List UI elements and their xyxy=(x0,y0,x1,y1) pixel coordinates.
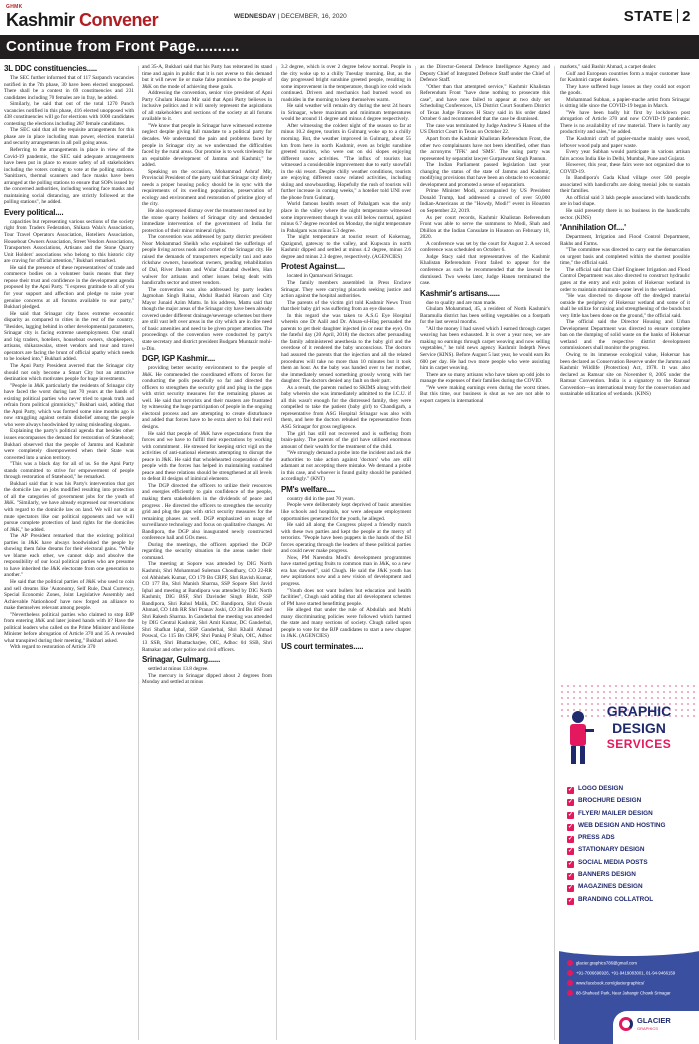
check-icon: ✓ xyxy=(567,823,574,830)
graphic-design-advert[interactable] xyxy=(559,683,699,1044)
article-paragraph: "The committee was directed to carry out the demarcation on urgent basis and completed within the shortest possible time," the official said. xyxy=(560,247,690,267)
facebook-text: www.facebook.com/glaciergraphics/ xyxy=(576,980,645,986)
page-number: 2 xyxy=(682,8,691,25)
article-paragraph: A conference was set by the court for August 2. A second conference was scheduled on October 6. xyxy=(420,240,550,254)
mail-icon xyxy=(567,960,573,966)
advert-title-graphic: GRAPHIC xyxy=(606,703,672,719)
article-paragraph: There are so many artisans who have taken up odd jobs to manage the expenses of their families during the COVID. xyxy=(420,371,550,385)
article-paragraph: He said that people of J&K have expectations from the forces and we have to fulfill their expectations by working with commitment . He stressed for keeping strict vigil on the activities of anti-national elements attempting to disrupt the peace in J&K. He said that wholehearted cooperation of the people with the forces has helped in maintaining sustained peace and these relations should be strengthened at all levels to defeat ill designs of inimical elements. xyxy=(142,430,272,483)
article-paragraph: In Bandipora's Gada Khad village over 500 people associated with handicrafts are doing menial jobs to sustain their families. xyxy=(560,175,690,195)
article-paragraph: The Apni Party President averred that the Srinagar city should not only become a Smart City but an attractive destination which motivates people for huge investments. xyxy=(4,362,134,383)
article-paragraph: Bukhari said that it was his Party's intervention that got the domicile law on jobs modified resulting into protection of all the categories of government jobs for the youth of J&K. "Similarly, we have already expressed our reservations with regard to the domicile law on land. We will not sit as mute spectators like our political opponents and we will pursue complete protection of land rights for the domiciles of J&K," he added. xyxy=(4,480,134,533)
article-paragraph: He alleged that under the rule of Abdullah and Mufti many discriminating policies were followed which harmed the state and many sections of society. Chugh called upon people to vote for the BJP candidates to start a new chapter in J&K. (AGENCIES) xyxy=(281,607,411,640)
article-paragraph: located in Qamarwari Srinagar. xyxy=(287,273,354,280)
article-paragraph: The official said the Director Housing and Urban Development Department was directed to ensure complete ban on the dumping of solid waste on the banks of Hokersar wetland and the respective district development commissioners shall monitor the progress. xyxy=(560,319,690,352)
article-column-3 xyxy=(281,64,411,1042)
article-column-4 xyxy=(420,64,550,1042)
article-paragraph: The DGP directed the officers to utilize their resources and energies efficiently to gain confidence of the people, making them stakeholders in the dividends of peace and progress . He directed the officers to strengthen the security grid and plug the gaps with strict security measures for the remaining phases as well. DGP emphasized on usage of surveillance technology and focus on qualitative changes. At Bandipora, the DGP also inaugurated newly constructed conference hall and GOs mess. xyxy=(142,482,272,542)
column-divider xyxy=(415,66,416,1040)
article-paragraph: The SEC said that all the requisite arrangements for this phase are in place including man power, election material and security arrangements in all poll going areas. xyxy=(4,127,134,147)
email-contact[interactable] xyxy=(567,960,637,966)
advert-service-item xyxy=(567,894,665,906)
check-icon: ✓ xyxy=(567,787,574,793)
dateline xyxy=(234,13,347,20)
phone-text: +91-7006696926, +91-9419083001, 01-94-9466159 xyxy=(576,970,676,976)
check-icon: ✓ xyxy=(567,836,574,843)
article-paragraph: People were deliberately kept deprived of basic amenities like schools and hospitals, nor were adequate employment opportunities generated for the youth, he alleged. xyxy=(281,502,411,522)
article-paragraph: He also expressed dismay over the treatment meted out by the stone quarry holders of Srinagar city and demanded immediate intervention of the government of India for protection of their minor mineral rights. xyxy=(142,208,272,234)
phone-icon xyxy=(567,970,573,976)
article-paragraph: The night temperature at tourist resort of Kokernag, Qazigund, gateway to the valley, and Kupwara in north Kashmir dipped and settled at minus 4.2 degree, minus 2.6 degree and minus 2.3 degree, respectively. (AGENCIES) xyxy=(281,234,411,260)
glacier-graphics-logo[interactable] xyxy=(613,1011,699,1044)
advert-service-label: BRANDING COLLATROL xyxy=(578,895,654,903)
article-paragraph: As a result, the parents rushed to SKIMS along with their baby wherein she was immediately admitted to the I.C.U. if all this wasn't enough for the distressed family, they were compelled to take the patient (baby girl) to Chandigarh, a representative from ASG Hospital Srinagar was also with them, and here the doctors rebuked the representative from ASG Srinagar for gross negligence. xyxy=(281,384,411,430)
logo-subtitle: GRAPHICS xyxy=(637,1026,658,1031)
advert-service-label: PRESS ADS xyxy=(578,834,615,842)
phone-contact[interactable] xyxy=(567,970,675,976)
article-paragraph: capacities but representing various sections of the society right from Traders Federation, Shikara Wala's Association, Tour Travel Operators Association, Hoteliers Association, Houseboat Owners Association, Street Vendors Associations, Transporters Associations, Artisans and the Stone Quarry Unit Holders' associations who belong to this historic city are craving for official attention," Bukhari remarked. xyxy=(4,218,134,265)
article-paragraph: He said weather will remain dry during the next 24 hours in Srinagar, where maximum and minimum temperatures would be around 11 degree and minus 4 degree respectively. xyxy=(281,103,411,123)
article-paragraph: "We were making earnings even during the worst times. But this time, our business is shut as we are not able to export carpets in international xyxy=(420,384,550,404)
article-paragraph: Gulf and European countries form a major customer base for Kashmiri carpet dealers. xyxy=(560,70,690,84)
article-paragraph: He said presently there is no business in the handicrafts sector. (KINS) xyxy=(560,208,690,221)
facebook-contact[interactable] xyxy=(567,980,644,986)
article-paragraph: With regard to restoration of Article 370 xyxy=(10,644,96,651)
article-paragraph: In this regard she was taken to A.S.G Eye Hospital wherein one Dr Aalil and Dr. Ahsan-ul-Haq persuaded the parents to get their daughter injected (in or near the eye). On the fateful day (20 April, 2018) the doctors after persuading the family administered anesthesia to the baby girl and the overdose of it rendered the baby unconscious. The doctors had assured the parents that the injection and all the related procedures will take no more than 10 minutes but it took them an hour. As the baby was handed over to her mother, she immediately sensed something grossly wrong with her daughter. The doctors denied any fault on their part. xyxy=(281,312,411,385)
article-paragraph: However, this year, these fairs were not organized due to COVID-19. xyxy=(560,162,690,175)
column-divider xyxy=(276,66,277,1040)
advert-service-label: LOGO DESIGN xyxy=(578,785,624,792)
article-paragraph: Speaking on the occasion, Mohammad Ashraf Mir, Provincial President of the party said that Srinagar city direly needs a proper housing policy should be in sync with the requirements of its swelling population, preservation of ecology and environment and restoration of pristine glory of the city. xyxy=(142,168,272,208)
article-paragraph: The case was terminated by Judge Andrew S Hanen of the US District Court in Texas on October 22. xyxy=(420,122,550,136)
advert-service-label: WEB DESIGN AND HOSTING xyxy=(578,821,666,829)
brand-name xyxy=(6,10,158,30)
advert-service-item xyxy=(567,844,665,856)
article-paragraph: The girl has still not recovered and is suffering from brain-palsy. The parents of the girl have utilized enormous amount of their wealth for the treatment of the child. xyxy=(281,430,411,450)
check-icon: ✓ xyxy=(567,885,574,892)
check-icon: ✓ xyxy=(567,897,574,904)
advert-service-label: STATIONARY DESIGN xyxy=(578,846,645,854)
article-column-1 xyxy=(4,64,134,1042)
advert-service-item xyxy=(567,783,665,795)
newspaper-logo[interactable] xyxy=(6,4,158,30)
story-heading: US court terminates..... xyxy=(281,641,364,651)
article-paragraph: An official said 3 lakh people associated with handicrafts are in bad shape. xyxy=(560,194,690,208)
article-paragraph: They have suffered huge losses as they could not export the goods. xyxy=(560,83,690,97)
story-heading: 3L DDC constituencies..... xyxy=(4,64,97,73)
article-paragraph: He said that Srinagar city faces extreme economic disparity as compared to cities in the rest of the country. "Besides, lagging behind in other developmental parameters, Srinagar city is facing extreme unemployment. Our small and big traders, hoteliers, houseboat owners, shopkeepers, artisans, shikarawalas, street vendors and tour and travel operators are facing the brunt of official apathy which needs to be looked into," Bukhari added. xyxy=(4,310,134,363)
article-paragraph: country did in the past 70 years. xyxy=(287,495,355,502)
section-banner xyxy=(0,35,699,59)
article-paragraph: "Other than that attempted service," Kashmir Khalistan Referendum Front "have done nothing to prosecute this case", and have now failed to appear at two duly set Scheduling Conferences, US District Court Southern District of Texas Judge Frances H Stacy said in his order dated October 6 and recommended that the case be dismissed. xyxy=(420,83,550,123)
article-paragraph: "Nevertheless political parties who claimed to stop BJP from entering J&K and later joined hands with it? Have the political leaders who called on the Prime Minister and Home Minister before abrogation of Article 370 and 35 A revealed what transpired during their meeting," Bukhari asked. xyxy=(4,611,134,644)
address-contact xyxy=(567,990,671,996)
advert-service-label: SOCIAL MEDIA POSTS xyxy=(578,858,648,866)
advert-service-item xyxy=(567,857,665,869)
article-paragraph: Similarly, he said that out of the total 1270 Panch vacancies notified in this phase, 416 elected unopposed with 438 constituencies will go for elections with 1000 candidates contesting the elections including 287 female candidates. xyxy=(4,101,134,127)
article-paragraph: The official said that Chief Engineer Irrigation and Flood Control Department was also directed to construct hydraulic gates at the entry and exit points of Hokersar wetland in order to maintain minimum-water level in the wetland. xyxy=(560,266,690,293)
article-paragraph: The meeting at Sopore was attended by DIG North Kashmir, Shri Mohammad Suleman Choudhary, CO 22-RR col Abhishek Kumar, CO 179 Bn CRPF, Shri Ravish Kumar, CO 177 Bn, Shri Manish Sharma, SSP Sopore Shri Javid Iqbal and meeting at Bandipora was attended by DIG North Kashmir, DIG BSF, Shri Davinder Singh Bisht, SSP Bandipora, Shri Rahul Malik, DC Bandipora, Shri Owais Ahmad, CO 14th RR Shri Pranav Joshi, CO 3rd Bn BSF and Shri Rakesh Sharma. In Ganderbal the meeting was attended by DIG Central Kashmir, Shri Amit Kumar, DC Ganderbal, Shri Shafkat Iqbal, SSP Ganderbal, Shri Khalil Ahmad Poswal, Co 115 Bn CRPF, Shri Pankaj P Shah, OIC, Adhoc 13 SSB, Shri Bhattacharjee, OIC, Adhoc 04 SSB, Shri Ratnakar and other police and civil officers. xyxy=(142,561,272,653)
story-heading: DGP, IGP Kashmir.... xyxy=(142,354,216,364)
location-icon xyxy=(567,990,573,996)
check-icon: ✓ xyxy=(567,860,574,867)
advert-service-item xyxy=(567,832,665,844)
article-paragraph: Explaining the party's political agenda that besides other issues encompasses the demand for restoration of Statehood; Bukhari observed that the people of Jammu and Kashmir were completely disempowered when their State was converted into a union territory. xyxy=(4,428,134,461)
article-paragraph: The parents of the victim girl told Kashmir News Trust that their baby girl was suffering from an eye disease. xyxy=(281,299,411,313)
article-paragraph: During the meetings, the officers apprised the DGP regarding the security situation in the areas under their command. xyxy=(142,541,272,561)
article-paragraph: providing better security environment to the people of J&K. He commended the coordinated efforts of forces for conducting the polls peacefully so far and directed the officers to strengthen the security grid and plug in the gaps with strict security measures for the remaining phases as well. He said that terrorists and their masters are frustrated by witnessing the huge participation of people in the ongoing electoral process and are attempting to create disturbance and added that forces have to be extra alert to foil their evil designs. xyxy=(142,365,272,430)
check-icon: ✓ xyxy=(567,873,574,880)
section-name: STATE xyxy=(623,8,674,25)
email-text: glacier.graphics786@gmail.com xyxy=(576,960,637,966)
advert-title-design: DESIGN xyxy=(612,720,666,736)
article-paragraph: The Kashmiri craft of papier-mache mainly uses wood, leftover wood pulp and paper waste. xyxy=(560,136,690,149)
article-paragraph: The mercury in Srinagar dipped about 2 degrees from Monday and settled at minus xyxy=(142,672,272,686)
advert-service-item xyxy=(567,869,665,881)
article-paragraph: The SEC further informed that of 117 Sarpanch vacancies notified in the 7th phase, 30 have been elected unopposed. There shall be a contest in 69 constituencies and 231 candidates including 70 females are in fray, he added. xyxy=(4,75,134,101)
article-paragraph: "Youth does not want bullets but education and health facilities", Chugh said adding that all development schemes of PM have started benefitting people. xyxy=(281,587,411,607)
story-heading: 'Annihilation Of....' xyxy=(560,223,626,233)
date-weekday: WEDNESDAY xyxy=(234,13,276,20)
article-paragraph: The convention was addressed by party district president Noor Mohammad Sheikh who explained the sufferings of people living across nook and corner of the Srinagar city. He raised the demands of transporters especially taxi and auto rickshaw owners, houseboat owners, pending rehabilitation of Dal, River Jhelum and Wular Chatabal dwellers, Han walwer for artisans and other issues being dealt with handicrafts sector and street vendors. xyxy=(142,234,272,287)
advert-title-services: SERVICES xyxy=(606,737,672,751)
banner-title: Continue from Front Page.......... xyxy=(6,38,240,55)
article-paragraph: He said that the political parties of J&K who used to coin and sell dreams like 'Autonomy, Self Rule, Dual Currency, Special Economic Zones, Joint Legislative Assembly and Achievable Nationhood' have now forged an alliance to make themselves relevant among people. xyxy=(4,579,134,612)
article-paragraph: markets," said Bashir Ahmad, a carpet dealer. xyxy=(560,64,657,70)
column-divider xyxy=(138,66,139,1040)
check-icon: ✓ xyxy=(567,811,574,818)
advert-services-list xyxy=(567,783,665,906)
article-paragraph: "We know that people in Srinagar have witnessed extreme neglect despite giving full mandate to a political party for decades. We understand the pain and problems faced by people in Srinagar city as we understand the difficulties faced by the rural areas. Our promise is to work tirelessly for an equitable development of Jammu and Kashmir," he added. xyxy=(142,122,272,169)
story-heading: Protest Against.... xyxy=(281,262,345,272)
article-paragraph: The Indian Parliament passed legislation last year changing the status of the state of Jammu and Kashmir, modifying provisions that have been an obstacle to economic development and promoted a sense of separatism. xyxy=(420,162,550,188)
article-paragraph: "We have been badly hit first by lockdown post abrogation of Article 370 and now COVID-19 pandemic. There is no availability of raw material. There is hardly any productivity and sales," he added. xyxy=(560,109,690,136)
article-paragraph: as the Director-General Defence Intelligence Agency and Deputy Chief of Integrated Defence Staff under the Chief of Defence Staff. xyxy=(420,64,550,84)
article-paragraph: The convention was also addressed by party leaders Jagmohan Singh Raina, Abdul Rashid Haroon and City Mayor Junaid Azim Mattu. In his address, Mattu said that though the major areas of the Srinagar city have been already covered under different drainage/sewerage schemes but there are still vast left over areas in the city which are in dire need of basic amenities and need to be given proper attention. The proceedings of the convention were conducted by party's state secretary and district president Budgam Muntazir mohi-u-Din. xyxy=(142,286,272,352)
article-paragraph: Department, Irrigation and Flood Control Department, Rakhs and Farms. xyxy=(560,234,690,247)
article-paragraph: Now, PM Narendra Modi's development programmes have started getting fruits to common man in J&K, so a new era has dawned", said Chugh. He said the J&K youth has new aspirations now and a new vision of development and progress. xyxy=(281,554,411,588)
article-paragraph: He said the presence of these representatives' of trade and commerce bodies on a volunteer basis means that they repose their trust and confidence in the development agenda proposed by the Apni Party. "I express gratitude to all of you for your support and affection and pledge to raise your genuine concerns at all forums available to our party," Bukhari pledged. xyxy=(4,264,134,311)
article-paragraph: "This was a black day for all of us. So the Apni Party stands committed to strive for empowerment of people through restoration of Statehood," he remarked. xyxy=(4,461,134,481)
article-paragraph: and 35-A, Bukhari said that his Party has reiterated its stand time and again in public that it is not averse to this demand but it will never lie or make false promises to the people of J&K on the mode of achieving these goals. xyxy=(142,64,272,90)
story-heading: Every political.... xyxy=(4,207,64,217)
section-label xyxy=(624,8,691,25)
glacier-logo-icon xyxy=(619,1017,633,1031)
article-paragraph: "People in J&K particularly the residents of Srinagar city have faced the worst during last 70 years at the hands of existing political parties who never tried to speak truth and refrain from political gimmickry," Bukhari said, adding that the Apni Party, which was formed some nine months ago is now struggling against certain disbelief among the people who were always hoodwinked by using misleading slogans. xyxy=(4,382,134,428)
article-paragraph: Addressing the convention, senior vice president of Apni Party Ghulam Hassan Mir said that Apni Party believes in inclusive politics and it will surely represent the aspirations of all stakeholders and sections of the society at all forums available to it. xyxy=(142,90,272,123)
article-paragraph: due to quality and are man made. xyxy=(426,299,497,306)
article-paragraph: The family members assembled in Press Enclave Srinagar. They were carrying placards seeking justice and action against the hospital authorities. xyxy=(281,279,411,300)
facebook-icon xyxy=(567,980,573,986)
advert-service-item xyxy=(567,808,665,820)
article-paragraph: "We strongly demand a probe into the incident and ask the authorities to take action against 'doctors' who are still adamant at not accepting there mistake. We demand a probe in this case, and whoever is found guilty should be punished accordingly." (KNT) xyxy=(281,450,411,483)
article-paragraph: Every year Subhan would participate in various artisan fairs across India like in Delhi, Mumbai, Pune and Gujarat. xyxy=(560,149,690,162)
article-paragraph: Prime Minister Modi, accompanied by US President Donald Trump, had addressed a crowd of over 50,000 Indian-Americans at the "Howdy, Modi!" event in Houston on September 22, 2019. xyxy=(420,188,550,215)
article-paragraph: 3.2 degree, which is over 2 degree below normal. People in the city woke up to a chilly Tuesday morning. But, as the day progressed bright sunshine greeted people, resulting in some improvement in the temperature, though ice cold winds continued. Drivers and mechanics had burned wood on roadsides in the morning to keep themselves warm. xyxy=(281,64,411,103)
article-paragraph: He said all along the Congress played a friendly match with these two parties and kept the people at the mercy of terrorists. "People have been puppets in the hands of the ISI forces operating through the leaders of these political parties and could never make progress. xyxy=(281,522,411,555)
advert-service-label: BROCHURE DESIGN xyxy=(578,797,642,805)
article-paragraph: As per court records, Kashmir Khalistan Referendum Front was able to serve the summons to Modi, Shah and Dhillon at the Indian Consulate in Houston on February 18, 2020. xyxy=(420,214,550,241)
column-divider xyxy=(554,66,555,1040)
masthead xyxy=(0,0,699,34)
brand-name-kashmir: Kashmir xyxy=(6,10,75,30)
story-heading: Srinagar, Gulmarg...... xyxy=(142,655,221,665)
story-heading: PM's welfare.... xyxy=(281,484,335,494)
advert-service-item xyxy=(567,795,665,807)
article-paragraph: Ghulam Mohammad, 45, a resident of North Kashmir's Baramulla district has been selling vegetables on a footpath for the last several months. xyxy=(420,306,550,326)
article-paragraph: "He was directed to dispose off the dredged material outside the periphery of Hokersar wetland and some of it shall be utilize for raising and strengthening of the bunds but very little has been done on the ground," the official said. xyxy=(560,293,690,319)
article-paragraph: Judge Stacy said that representatives of the Kashmir Khalistan Referendum Front failed to appear for the conference as such he recommended that the lawsuit be dismissed. Two weeks later, Judge Hanen terminated the case. xyxy=(420,253,550,287)
check-icon: ✓ xyxy=(567,848,574,855)
check-icon: ✓ xyxy=(567,799,574,806)
advert-service-item xyxy=(567,881,665,893)
article-paragraph: Referring to the arrangements in place in view of the Covid-19 pandemic, the SEC said adequate arrangements have been put in place to ensure safety of all stakeholders including the voters coming to vote at the polling stations. 'Sanitizers, thermal scanners and face masks have been arranged at the polling stations to ensure that SOPs issued by the concerned authorities, including wearing face masks and maintaining social distancing, are strictly followed at the polling stations", he added. xyxy=(4,147,134,206)
advert-service-label: FLYER/ MAILER DESIGN xyxy=(578,809,653,817)
article-column-2 xyxy=(142,64,272,1042)
advert-service-item xyxy=(567,820,665,832)
advert-service-label: BANNERS DESIGN xyxy=(578,871,636,879)
article-paragraph: Mohammad Subhan, a papier-mache artist from Srinagar is sitting idle since the COVID-19 began in March. xyxy=(560,96,690,110)
logo-name: GLACIER xyxy=(637,1016,671,1025)
date-text: | DECEMBER, 16, 2020 xyxy=(275,13,347,20)
address-text: 88-Shaheed Park, Near Jahangir Chowk Srinagar xyxy=(576,990,671,996)
section-divider xyxy=(677,9,678,23)
brand-name-convener: Convener xyxy=(79,10,159,30)
article-paragraph: "All the money I had saved which I earned through carpet weaving has been exhausted. It is over a year now, we are making no earnings through carpet weaving and now selling vegetables," he told news agency Kashmir Indepth News Service (KINS). Before August 5 last year, he would earn Rs 600 per day. He had two more people who were assisting him in carpet weaving. xyxy=(420,325,550,372)
article-column-5 xyxy=(560,64,690,678)
article-paragraph: After witnessing the coldest night of the season so far at minus 10.2 degree, tourists in Gulmarg woke up to a chilly morning. But, the weather improved in Gulmarg, about 55 km from here in north Kashmir, even as bright sunshine greeted tourists, who were out on ski slopes enjoying different snow activities. "The influx of tourists has witnessed a considerable improvement due to early snowfall in the ski resort. Despite chilly weather conditions, tourists are enjoying different snow related activities, including skiing and snowboarding. Hopefully the rush of tourists will further increase in coming weeks," a hotelier told UNI over the phone from Gulmarg. xyxy=(281,122,411,201)
brand-tag: GHMK xyxy=(6,4,23,10)
article-paragraph: Owing to its immense ecological value, Hokersar has been declared as Conservation Reserve under the Jammu and Kashmir Wildlife (Protection) Act, 1978. It was also declared as Ramsar site on November 8, 2005 under the Ramsar Convention. India is a signatory to the Ramsar Convention—an international treaty for the conservation and sustainable utilization of wetlands. (KINS) xyxy=(560,351,690,398)
article-paragraph: World famous health resort of Pahalgam was the only place in the valley where the night temperature witnessed some improvement though it was still below normal, against minus 6.7 degree recorded on Monday, the night temperature in Pahalgam was minus 5.3 degree. xyxy=(281,201,411,234)
article-paragraph: The AP President remarked that the existing political parties in J&K have always hoodwinked the people by showing them false dreams for their electoral gains. "While we blame each other, we cannot skip and absolve the responsibility of our local political parties who are presume to have inherited the J&K electorate from one generation to another." xyxy=(4,533,134,579)
advert-service-label: MAGAZINES DESIGN xyxy=(578,883,643,891)
story-heading: Kashmir's artisans...... xyxy=(420,288,500,298)
article-paragraph: settled at minus 13.8 degree. xyxy=(148,666,209,673)
footer-curve xyxy=(559,930,699,956)
article-paragraph: Apart from the Kashmir Khalistan Referendum Front, the other two complainants have not been identified, other than the acronyms 'TFK' and 'SMS'. The suing party was represented by separatist lawyer Gurpatwant Singh Pannun. xyxy=(420,136,550,162)
